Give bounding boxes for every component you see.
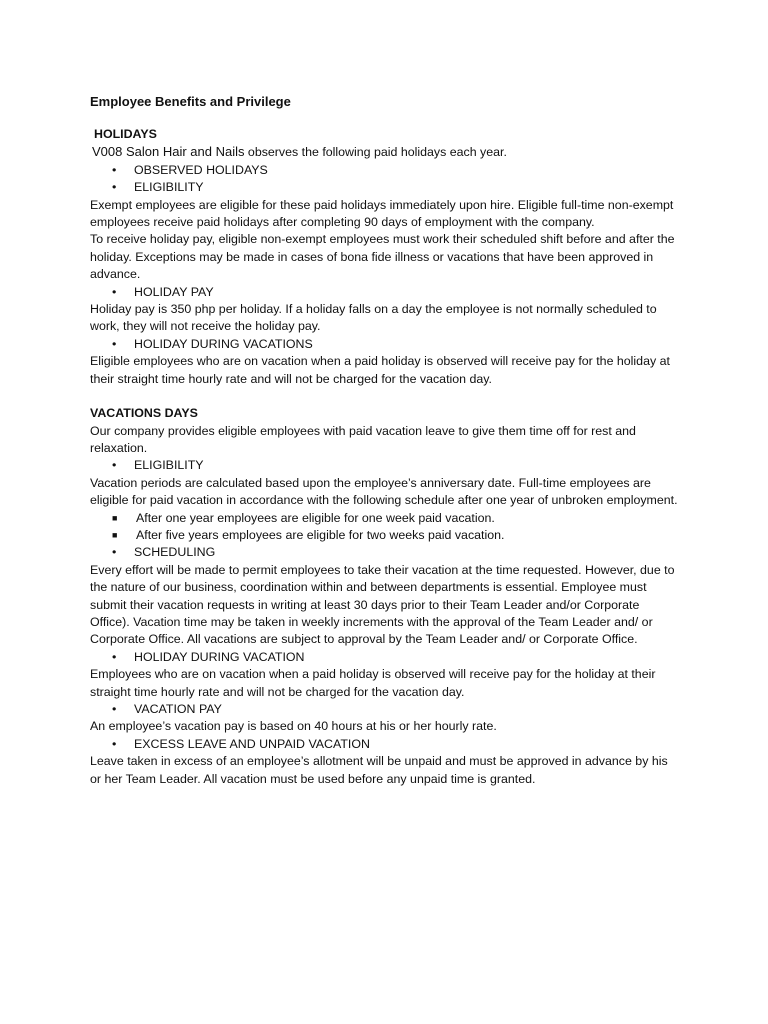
section-spacer: [90, 388, 680, 405]
bullet-excess-leave: [90, 736, 680, 753]
holiday-pay-text: Holiday pay is 350 php per holiday. If a holiday falls on a day the employee is not normally scheduled to work, they will not receive the holiday pay.: [90, 302, 657, 334]
vacation-eligibility-text: Vacation periods are calculated based upon the employee’s anniversary date. Full-time employees are eligible for paid vacation in accordance with the following schedule after one year of unbroken employment.: [90, 475, 678, 508]
holiday-eligibility-text-2: To receive holiday pay, eligible non-exempt employees must work their scheduled shift before and after the holiday. Exceptions may be made in cases of bona fide illness or vacations that have been approved in advance.: [90, 232, 675, 282]
sub-bullet-one-year: [90, 510, 680, 527]
bullet-mark: •: [112, 162, 117, 177]
company-name: V008 Salon Hair and Nails: [92, 144, 245, 160]
holiday-eligibility-text-1: Exempt employees are eligible for these paid holidays immediately upon hire. Eligible full-time non-exempt employees receive paid holidays after completing 90 days of employment with the company.: [90, 197, 674, 230]
bullet-mark: •: [112, 458, 117, 473]
document-title: Employee Benefits and Privilege: [90, 94, 291, 109]
bullet-label: HOLIDAY PAY: [134, 284, 214, 299]
vacation-pay-text: An employee’s vacation pay is based on 40 hours at his or her hourly rate.: [90, 719, 497, 734]
bullet-label: EXCESS LEAVE AND UNPAID VACATION: [134, 736, 370, 751]
bullet-mark: •: [112, 284, 117, 299]
bullet-label: OBSERVED HOLIDAYS: [134, 162, 268, 177]
bullet-holiday-during-vacation: [90, 649, 680, 666]
bullet-label: ELIGIBILITY: [134, 180, 204, 195]
bullet-scheduling: [90, 544, 680, 561]
bullet-label: ELIGIBILITY: [134, 458, 204, 473]
bullet-label: SCHEDULING: [134, 545, 216, 560]
bullet-holiday-pay: [90, 284, 680, 301]
vacations-intro: Our company provides eligible employees with paid vacation leave to give them time off for rest and relaxation.: [90, 423, 636, 455]
holidays-heading: HOLIDAYS: [94, 127, 157, 141]
sub-bullet-text: After five years employees are eligible for two weeks paid vacation.: [136, 527, 505, 542]
sub-bullet-mark: ■: [112, 529, 118, 540]
holidays-intro: [90, 143, 680, 161]
bullet-label: VACATION PAY: [134, 702, 222, 716]
bullet-label: HOLIDAY DURING VACATION: [134, 649, 305, 664]
sub-bullet-mark: ■: [112, 512, 118, 523]
vacations-heading: VACATIONS DAYS: [90, 406, 198, 421]
bullet-label: HOLIDAY DURING VACATIONS: [134, 336, 313, 351]
bullet-mark: •: [112, 180, 117, 195]
bullet-holiday-during-vacations: [90, 336, 680, 353]
bullet-mark: •: [112, 736, 117, 751]
excess-leave-text: Leave taken in excess of an employee’s allotment will be unpaid and must be approved in advance by his or her Team Leader. All vacation must be used before any unpaid time is granted.: [90, 754, 668, 786]
bullet-mark: •: [112, 702, 117, 716]
bullet-mark: •: [112, 649, 117, 664]
bullet-mark: •: [112, 545, 117, 560]
sub-bullet-text: After one year employees are eligible for one week paid vacation.: [136, 510, 495, 525]
bullet-observed-holidays: [90, 162, 680, 179]
sub-bullet-five-years: [90, 527, 680, 544]
scheduling-text: Every effort will be made to permit employees to take their vacation at the time requested. However, due to the nature of our business, coordination within and between departments is essential. Employee must submit their vacation requests in writing at least 30 days prior to their Team Leader and/or Corporate Office). Vacation time may be taken in weekly increments with the approval of the Team Leader and/ or Corporate Office. All vacations are subject to approval by the Team Leader and/ or Corporate Office.: [90, 562, 675, 647]
holidays-intro-text: observes the following paid holidays each year.: [244, 145, 507, 160]
holiday-during-vacations-text: Eligible employees who are on vacation when a paid holiday is observed will receive pay for the holiday at their straight time hourly rate and will not be charged for the vacation day.: [90, 354, 670, 386]
bullet-vacation-pay: [90, 701, 680, 718]
holiday-during-vacation-text: Employees who are on vacation when a paid holiday is observed will receive pay for the holiday at their straight time hourly rate and will not be charged for the vacation day.: [90, 667, 656, 699]
bullet-vacation-eligibility: [90, 457, 680, 474]
bullet-mark: •: [112, 336, 117, 351]
bullet-eligibility: [90, 179, 680, 196]
document-body: [90, 93, 680, 788]
